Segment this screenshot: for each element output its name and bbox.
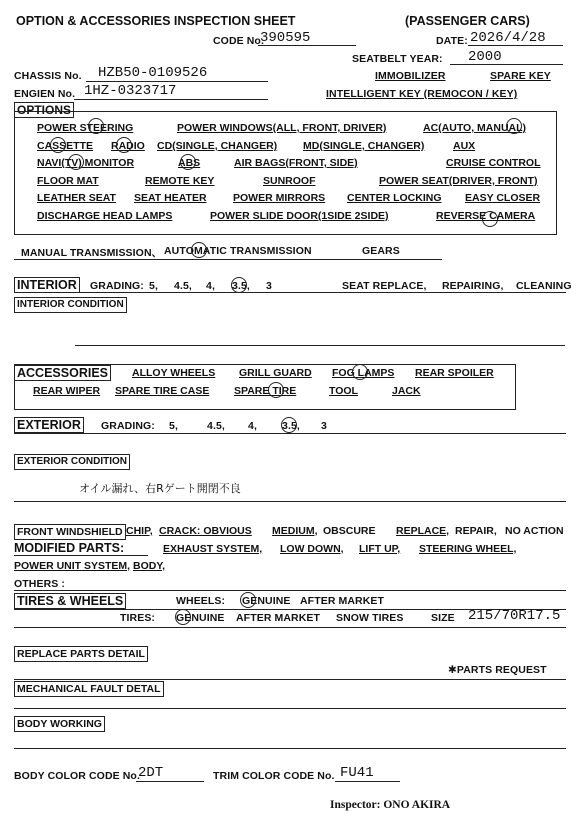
option-power-mirrors[interactable]: POWER MIRRORS: [233, 192, 326, 204]
chassis-label: CHASSIS No.: [14, 70, 82, 82]
modified-body[interactable]: BODY,: [133, 560, 166, 572]
selected-mark-automatic: [191, 242, 207, 258]
accessory-alloy-wheels[interactable]: ALLOY WHEELS: [132, 367, 216, 379]
date-value[interactable]: 2026/4/28: [470, 30, 546, 46]
windshield-crack[interactable]: CRACK: OBVIOUS: [159, 525, 252, 537]
accessory-rear-wiper[interactable]: REAR WIPER: [33, 385, 101, 397]
body-color-value[interactable]: 2DT: [138, 765, 164, 781]
tires-after-market-option[interactable]: AFTER MARKET: [236, 612, 321, 624]
selected-mark-interior-grade: [231, 277, 247, 293]
option-cassette[interactable]: CASSETTE: [37, 140, 94, 152]
exterior-grade-3-5[interactable]: 3.5,: [282, 420, 300, 432]
replace-parts-detail-label: REPLACE PARTS DETAIL: [14, 646, 148, 662]
selected-mark-navi-tv: [68, 154, 84, 170]
engine-label: ENGIEN No.: [14, 88, 76, 100]
interior-grading-label: GRADING:: [90, 280, 144, 292]
windshield-obscure[interactable]: OBSCURE: [323, 525, 376, 537]
body-working-label: BODY WORKING: [14, 716, 105, 732]
selected-mark-cassette: [50, 137, 66, 153]
option-floor-mat[interactable]: FLOOR MAT: [37, 175, 99, 187]
option-air-bags[interactable]: AIR BAGS(FRONT, SIDE): [234, 157, 358, 169]
parts-request-label: ✱PARTS REQUEST: [448, 664, 547, 676]
tires-wheels-heading: TIRES & WHEELS: [14, 593, 126, 609]
code-value[interactable]: 390595: [260, 30, 311, 46]
selected-mark-fog-lamps: [352, 364, 368, 380]
automatic-transmission-option[interactable]: AUTOMATIC TRANSMISSION: [164, 245, 312, 257]
option-discharge-head-lamps[interactable]: DISCHARGE HEAD LAMPS: [37, 210, 173, 222]
accessories-heading: ACCESSORIES: [14, 365, 111, 381]
windshield-no-action[interactable]: NO ACTION: [505, 525, 564, 537]
accessory-fog-lamps[interactable]: FOG LAMPS: [332, 367, 395, 379]
cleaning-option[interactable]: CLEANING: [516, 280, 572, 292]
windshield-replace[interactable]: REPLACE,: [396, 525, 450, 537]
intelligent-key-option[interactable]: INTELLIGENT KEY (REMOCON / KEY): [326, 88, 518, 100]
seatbelt-value[interactable]: 2000: [468, 49, 502, 65]
option-power-slide-door[interactable]: POWER SLIDE DOOR(1SIDE 2SIDE): [210, 210, 389, 222]
option-power-windows[interactable]: POWER WINDOWS(ALL, FRONT, DRIVER): [177, 122, 387, 134]
windshield-repair[interactable]: REPAIR,: [455, 525, 497, 537]
trim-color-label: TRIM COLOR CODE No.: [213, 770, 335, 782]
selected-mark-reverse-camera: [482, 211, 498, 227]
exterior-grade-4-5[interactable]: 4.5,: [207, 420, 225, 432]
wheels-genuine-option[interactable]: GENUINE: [242, 595, 291, 607]
exterior-condition-note[interactable]: オイル漏れ、右Rゲート開閉不良: [79, 482, 241, 495]
exterior-grading-label: GRADING:: [101, 420, 155, 432]
option-aux[interactable]: AUX: [453, 140, 476, 152]
gears-label: GEARS: [362, 245, 400, 257]
interior-grade-3-5[interactable]: 3.5,: [232, 280, 250, 292]
tires-label: TIRES:: [120, 612, 156, 624]
option-power-steering[interactable]: POWER STEERING: [37, 122, 134, 134]
repairing-option[interactable]: REPAIRING,: [442, 280, 504, 292]
sheet-title: OPTION & ACCESSORIES INSPECTION SHEET: [16, 14, 296, 28]
interior-grade-4[interactable]: 4,: [206, 280, 215, 292]
modified-parts-heading: MODIFIED PARTS:: [14, 541, 125, 555]
option-abs[interactable]: ABS: [178, 157, 201, 169]
tires-genuine-option[interactable]: GENUINE: [176, 612, 225, 624]
exterior-heading: EXTERIOR: [14, 417, 84, 433]
modified-low-down[interactable]: LOW DOWN,: [280, 543, 344, 555]
modified-steering-wheel[interactable]: STEERING WHEEL,: [419, 543, 517, 555]
front-windshield-label: FRONT WINDSHIELD: [14, 524, 126, 540]
accessory-spare-tire[interactable]: SPARE TIRE: [234, 385, 297, 397]
selected-mark-abs: [180, 154, 196, 170]
interior-condition-line: [75, 345, 565, 346]
tire-size-label: SIZE: [431, 612, 455, 624]
option-leather-seat[interactable]: LEATHER SEAT: [37, 192, 116, 204]
windshield-medium[interactable]: MEDIUM,: [272, 525, 318, 537]
option-ac[interactable]: AC(AUTO, MANUAL): [423, 122, 527, 134]
option-radio[interactable]: RADIO: [111, 140, 145, 152]
modified-lift-up[interactable]: LIFT UP,: [359, 543, 401, 555]
exterior-grade-5[interactable]: 5,: [169, 420, 178, 432]
interior-heading: INTERIOR: [14, 277, 80, 293]
option-seat-heater[interactable]: SEAT HEATER: [134, 192, 207, 204]
engine-value[interactable]: 1HZ-0323717: [84, 83, 177, 99]
wheels-label: WHEELS:: [176, 595, 226, 607]
windshield-chip[interactable]: CHIP,: [126, 525, 153, 537]
option-cruise-control[interactable]: CRUISE CONTROL: [446, 157, 541, 169]
accessory-grill-guard[interactable]: GRILL GUARD: [239, 367, 312, 379]
selected-mark-wheels-genuine: [240, 592, 256, 608]
option-reverse-camera[interactable]: REVERSE CAMERA: [436, 210, 536, 222]
seat-replace-option[interactable]: SEAT REPLACE,: [342, 280, 427, 292]
interior-grade-4-5[interactable]: 4.5,: [174, 280, 192, 292]
chassis-value[interactable]: HZB50-0109526: [98, 65, 208, 81]
interior-grade-5[interactable]: 5,: [149, 280, 158, 292]
options-heading: OPTIONS: [14, 102, 74, 118]
selected-mark-exterior-grade: [281, 417, 297, 433]
option-easy-closer[interactable]: EASY CLOSER: [465, 192, 541, 204]
option-md[interactable]: MD(SINGLE, CHANGER): [303, 140, 425, 152]
selected-mark-radio: [116, 137, 132, 153]
selected-mark-spare-tire: [268, 382, 284, 398]
selected-mark-power-steering: [88, 118, 104, 134]
option-navi-monitor[interactable]: NAVI(TV) MONITOR: [37, 157, 135, 169]
body-color-label: BODY COLOR CODE No.: [14, 770, 140, 782]
accessory-rear-spoiler[interactable]: REAR SPOILER: [415, 367, 494, 379]
exterior-condition-label: EXTERIOR CONDITION: [14, 454, 130, 470]
accessory-spare-tire-case[interactable]: SPARE TIRE CASE: [115, 385, 210, 397]
accessory-jack[interactable]: JACK: [392, 385, 421, 397]
option-center-locking[interactable]: CENTER LOCKING: [347, 192, 442, 204]
exterior-grade-4[interactable]: 4,: [248, 420, 257, 432]
exterior-grade-3[interactable]: 3: [321, 420, 327, 432]
seatbelt-label: SEATBELT YEAR:: [352, 53, 443, 65]
selected-mark-ac-manual: [506, 118, 522, 134]
others-label: OTHERS :: [14, 578, 65, 590]
mechanical-fault-detail-label: MECHANICAL FAULT DETAL: [14, 681, 164, 697]
modified-exhaust-system[interactable]: EXHAUST SYSTEM,: [163, 543, 263, 555]
date-label: DATE:: [436, 35, 468, 47]
manual-transmission-option[interactable]: MANUAL TRANSMISSION、: [21, 247, 163, 259]
spare-key-option[interactable]: SPARE KEY: [490, 70, 551, 82]
vehicle-category: (PASSENGER CARS): [405, 14, 530, 28]
option-sunroof[interactable]: SUNROOF: [263, 175, 316, 187]
immobilizer-option[interactable]: IMMOBILIZER: [375, 70, 446, 82]
accessory-tool[interactable]: TOOL: [329, 385, 358, 397]
interior-grade-3[interactable]: 3: [266, 280, 272, 292]
option-cd[interactable]: CD(SINGLE, CHANGER): [157, 140, 278, 152]
selected-mark-tires-genuine: [175, 609, 191, 625]
tires-snow-tires-option[interactable]: SNOW TIRES: [336, 612, 404, 624]
option-power-seat[interactable]: POWER SEAT(DRIVER, FRONT): [379, 175, 538, 187]
tire-size-value[interactable]: 215/70R17.5: [468, 608, 561, 624]
trim-color-value[interactable]: FU41: [340, 765, 374, 781]
inspector-name: Inspector: ONO AKIRA: [330, 799, 451, 811]
wheels-after-market-option[interactable]: AFTER MARKET: [300, 595, 385, 607]
option-remote-key[interactable]: REMOTE KEY: [145, 175, 215, 187]
interior-condition-label: INTERIOR CONDITION: [14, 297, 127, 313]
modified-power-unit-system[interactable]: POWER UNIT SYSTEM,: [14, 560, 131, 572]
code-label: CODE No.: [213, 35, 264, 47]
